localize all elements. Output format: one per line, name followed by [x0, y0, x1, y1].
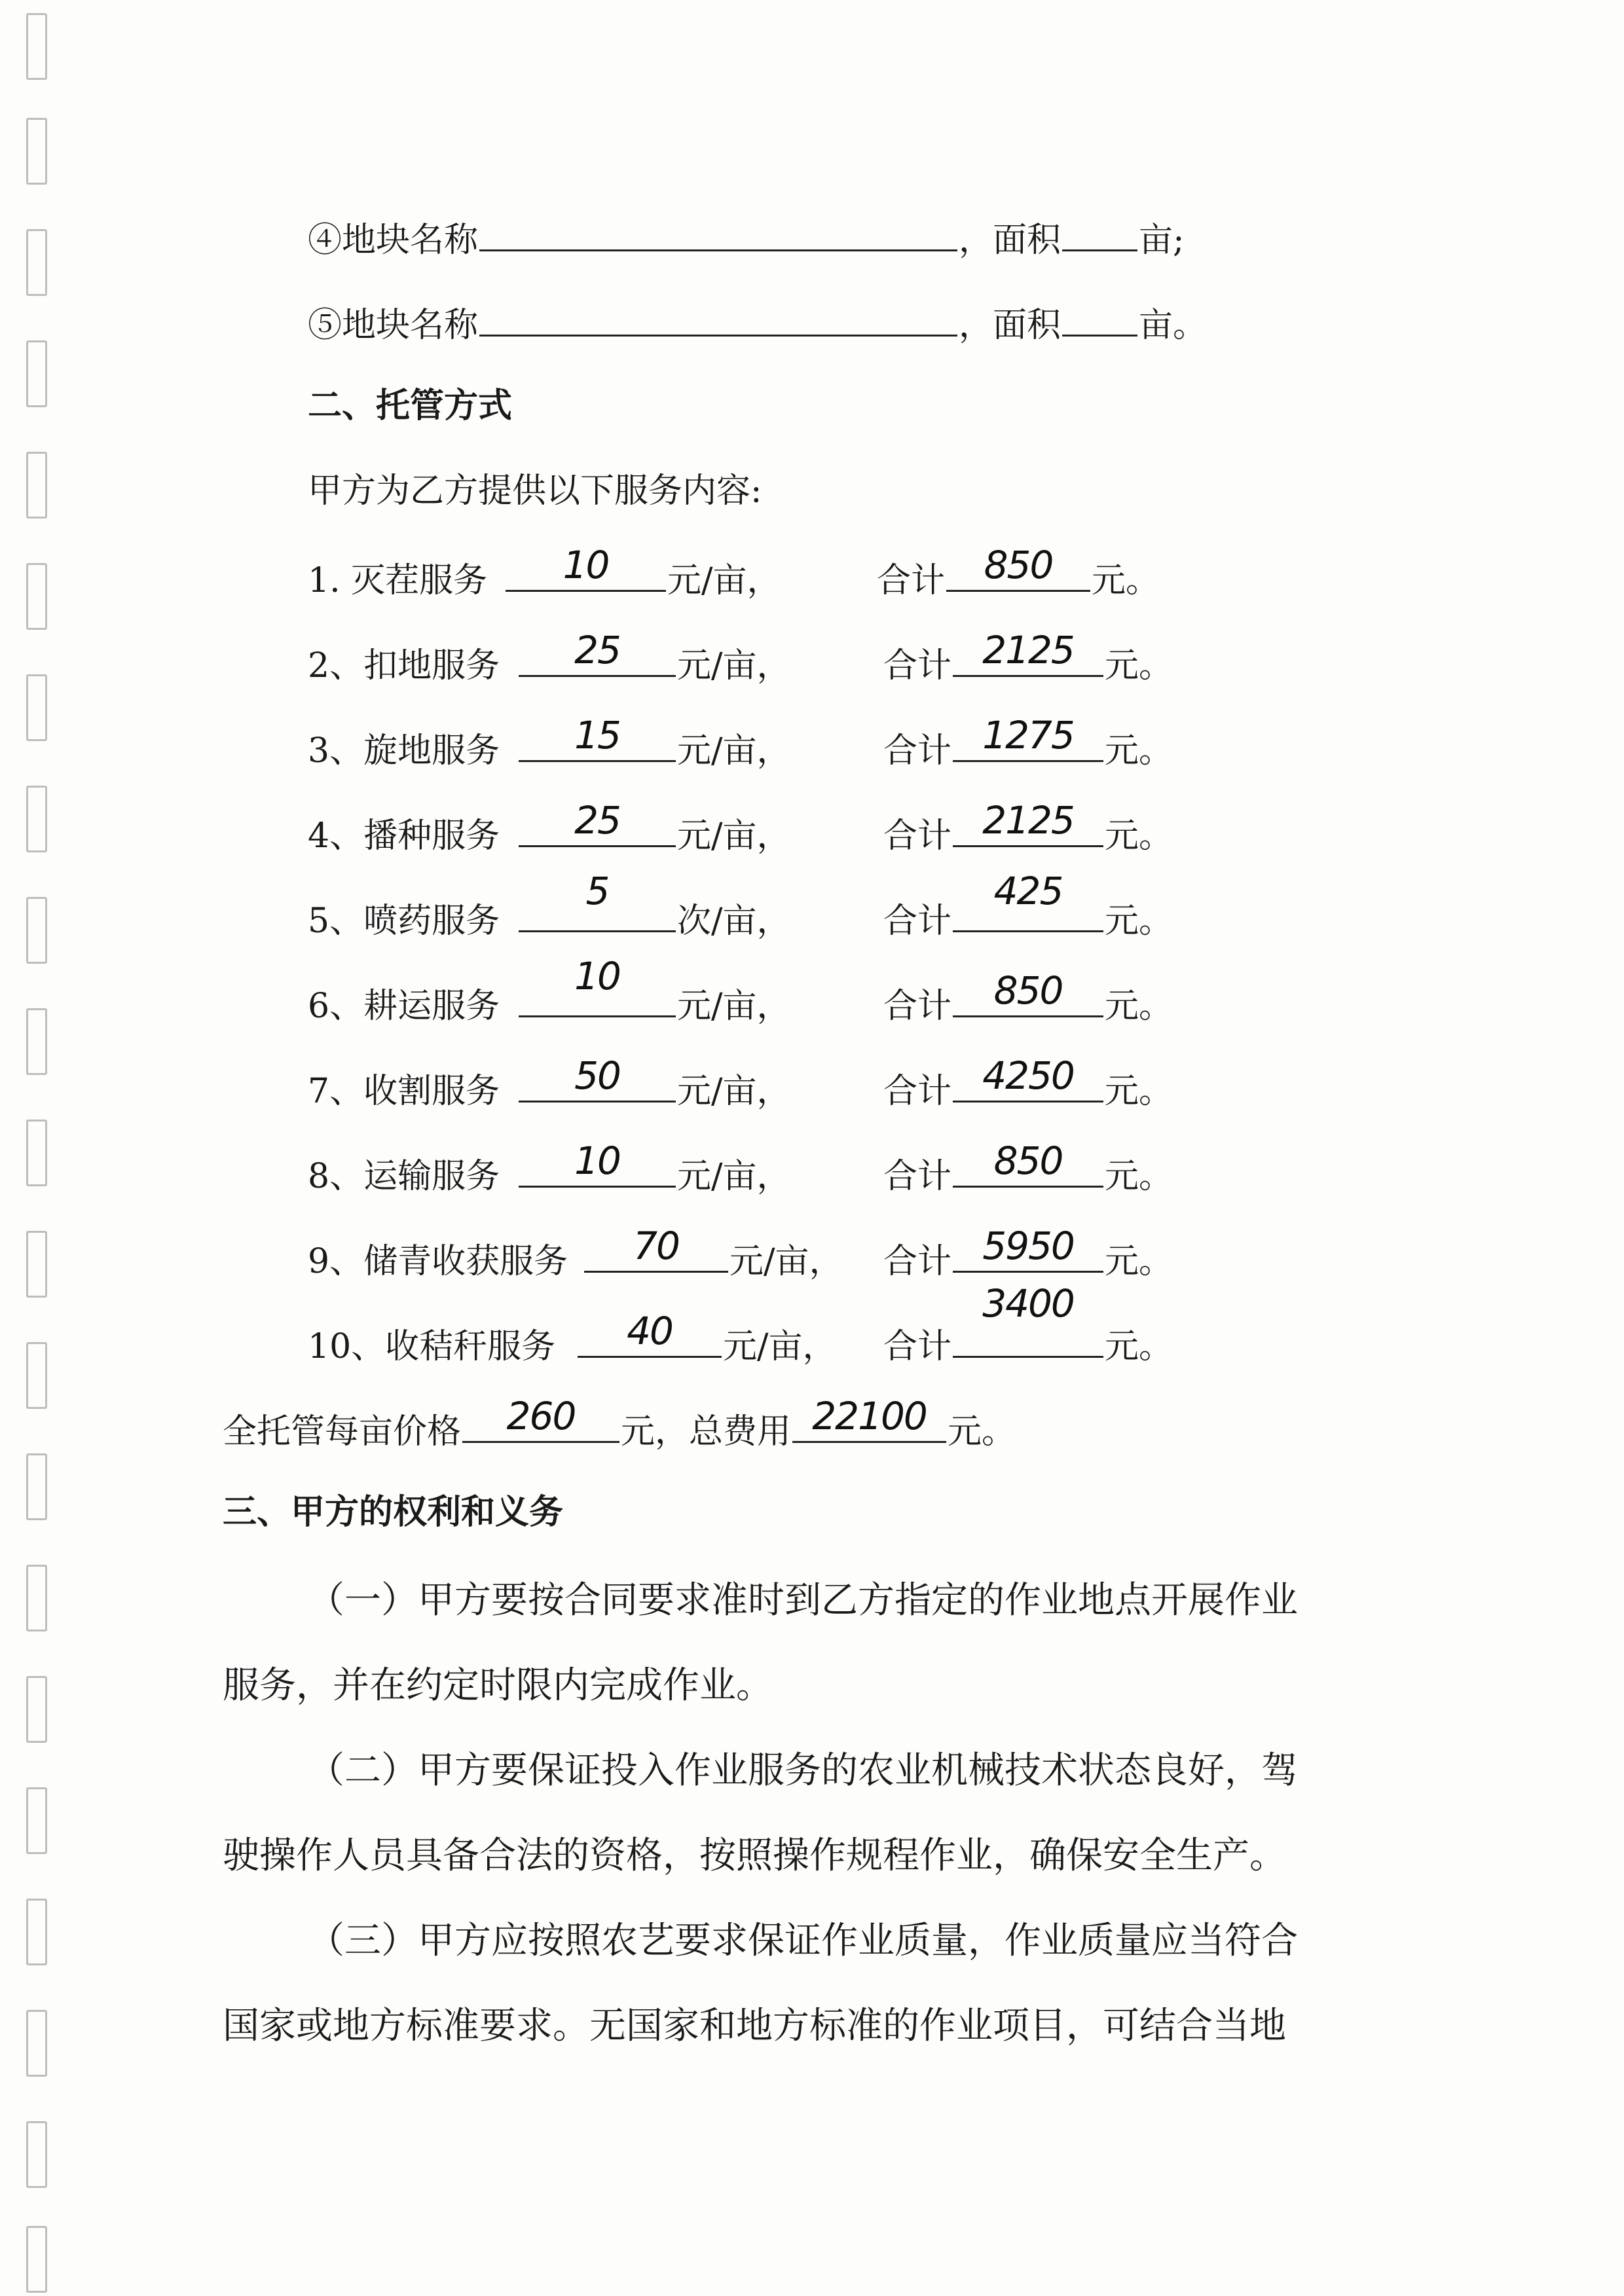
- yuan-label: 元。: [1105, 987, 1173, 1026]
- price-value: 25: [574, 628, 620, 672]
- area-unit: 亩;: [1139, 221, 1185, 260]
- yuan-label: 元。: [1105, 646, 1173, 685]
- price-unit: 元/亩，: [677, 1157, 791, 1196]
- yuan-label: 元。: [1105, 1327, 1173, 1366]
- price-blank[interactable]: [519, 1139, 676, 1188]
- yuan-label: 元。: [1092, 561, 1160, 600]
- service-row: [308, 1281, 1173, 1370]
- service-name: 3、旋地服务: [308, 731, 500, 771]
- yuan-label: 元。: [1105, 1072, 1173, 1111]
- binding-hole: [26, 674, 47, 741]
- total-value: 2125: [982, 798, 1074, 843]
- price-blank[interactable]: [519, 798, 676, 847]
- total-value: 425: [993, 869, 1063, 913]
- price-blank[interactable]: [584, 1224, 728, 1273]
- total-label: 合计: [883, 1157, 952, 1196]
- binding-hole: [26, 2010, 47, 2077]
- total-label: 合计: [883, 1242, 952, 1281]
- plot-name-blank[interactable]: [479, 213, 957, 251]
- plot-name-label: ⑤地块名称: [308, 306, 479, 345]
- price-blank[interactable]: [519, 628, 676, 677]
- total-value: 850: [984, 543, 1053, 587]
- total-value: 5950: [982, 1224, 1074, 1268]
- price-unit: 元/亩，: [723, 1327, 837, 1366]
- binding-hole: [26, 1676, 47, 1743]
- binding-hole: [26, 452, 47, 519]
- total-label: 合计: [883, 816, 952, 856]
- total-label: 合计: [883, 731, 952, 771]
- price-unit: 元/亩，: [667, 561, 781, 600]
- section-2-intro: 甲方为乙方提供以下服务内容:: [308, 471, 762, 511]
- yuan-label: 元。: [1105, 1157, 1173, 1196]
- service-name: 10、收秸秆服务: [308, 1327, 556, 1366]
- price-blank[interactable]: [519, 713, 676, 762]
- binding-hole: [26, 118, 47, 185]
- total-value: 850: [993, 1139, 1063, 1183]
- service-row: [308, 1053, 1173, 1114]
- price-value: 70: [633, 1224, 679, 1268]
- price-value: 5: [585, 869, 609, 913]
- binding-hole: [26, 1565, 47, 1631]
- area-label: ，面积: [959, 306, 1061, 345]
- binding-hole: [26, 2121, 47, 2188]
- summary-mid: 元，总费用: [621, 1412, 792, 1451]
- binding-hole: [26, 1899, 47, 1965]
- para-2-line-2: 驶操作人员具备合法的资格，按照操作规程作业，确保安全生产。: [223, 1834, 1286, 1877]
- total-blank[interactable]: [953, 1139, 1103, 1188]
- price-unit: 元/亩，: [677, 646, 791, 685]
- section-3-title: 三、甲方的权利和义务: [223, 1492, 564, 1532]
- area-blank[interactable]: [1062, 298, 1137, 337]
- service-row: [308, 1139, 1173, 1199]
- total-blank[interactable]: [953, 1281, 1103, 1358]
- binding-holes: [26, 0, 52, 2296]
- price-value: 50: [574, 1053, 620, 1098]
- total-blank[interactable]: [953, 628, 1103, 677]
- section-2-title: 二、托管方式: [308, 386, 513, 426]
- service-name: 8、运输服务: [308, 1157, 500, 1196]
- binding-hole: [26, 1342, 47, 1409]
- total-blank[interactable]: [953, 1053, 1103, 1102]
- total-blank[interactable]: [946, 543, 1090, 592]
- service-name: 5、喷药服务: [308, 902, 500, 941]
- service-name: 2、扣地服务: [308, 646, 500, 685]
- service-row: [308, 798, 1173, 859]
- price-value: 25: [574, 798, 620, 843]
- yuan-label: 元。: [1105, 731, 1173, 771]
- total-value: 1275: [982, 713, 1074, 757]
- plot-line-5: [308, 298, 1207, 348]
- yuan-label: 元。: [1105, 1242, 1173, 1281]
- service-row: [308, 869, 1173, 944]
- per-mu-price-value: 260: [506, 1394, 576, 1438]
- plot-line-4: [308, 213, 1185, 263]
- total-blank[interactable]: [953, 869, 1103, 932]
- service-name: 7、收割服务: [308, 1072, 500, 1111]
- price-unit: 元/亩，: [677, 987, 791, 1026]
- service-row: [308, 543, 1160, 604]
- total-label: 合计: [877, 561, 946, 600]
- price-unit: 元/亩，: [729, 1242, 843, 1281]
- para-2-line-1: （二）甲方要保证投入作业服务的农业机械技术状态良好，驾: [308, 1749, 1298, 1792]
- service-name: 4、播种服务: [308, 816, 500, 856]
- total-value: 4250: [982, 1053, 1074, 1098]
- price-value: 10: [574, 954, 620, 998]
- yuan-label: 元。: [1105, 816, 1173, 856]
- binding-hole: [26, 340, 47, 407]
- para-1-line-2: 服务，并在约定时限内完成作业。: [223, 1664, 773, 1707]
- price-value: 10: [563, 543, 609, 587]
- binding-hole: [26, 1120, 47, 1186]
- price-blank[interactable]: [519, 954, 676, 1017]
- service-row: [308, 628, 1173, 689]
- price-blank[interactable]: [506, 543, 666, 592]
- binding-hole: [26, 13, 47, 80]
- binding-hole: [26, 1453, 47, 1520]
- binding-hole: [26, 1008, 47, 1075]
- summary-end: 元。: [948, 1412, 1016, 1451]
- para-3-line-1: （三）甲方应按照农艺要求保证作业质量，作业质量应当符合: [308, 1920, 1298, 1962]
- total-label: 合计: [883, 646, 952, 685]
- binding-hole: [26, 229, 47, 296]
- binding-hole: [26, 1231, 47, 1298]
- price-value: 15: [574, 713, 620, 757]
- total-label: 合计: [883, 1327, 952, 1366]
- total-label: 合计: [883, 1072, 952, 1111]
- yuan-label: 元。: [1105, 902, 1173, 941]
- price-blank[interactable]: [519, 1053, 676, 1102]
- total-value: 850: [993, 968, 1063, 1013]
- total-blank[interactable]: [953, 798, 1103, 847]
- price-unit: 元/亩，: [677, 816, 791, 856]
- area-unit: 亩。: [1139, 306, 1208, 345]
- total-fee-value: 22100: [812, 1394, 927, 1438]
- binding-hole: [26, 1787, 47, 1854]
- price-unit: 元/亩，: [677, 731, 791, 771]
- total-label: 合计: [883, 902, 952, 941]
- price-unit: 元/亩，: [677, 1072, 791, 1111]
- binding-hole: [26, 563, 47, 630]
- total-value: 2125: [982, 628, 1074, 672]
- service-name: 6、耕运服务: [308, 987, 500, 1026]
- summary-label: 全托管每亩价格: [223, 1412, 462, 1451]
- para-3-line-2: 国家或地方标准要求。无国家和地方标准的作业项目，可结合当地: [223, 2005, 1286, 2047]
- binding-hole: [26, 786, 47, 852]
- service-name: 1. 灭茬服务: [308, 561, 488, 600]
- total-label: 合计: [883, 987, 952, 1026]
- price-value: 10: [574, 1139, 620, 1183]
- per-mu-price-blank[interactable]: [462, 1394, 619, 1443]
- service-row: [308, 713, 1173, 774]
- service-name: 9、储青收获服务: [308, 1242, 568, 1281]
- total-fee-blank[interactable]: [792, 1394, 946, 1443]
- service-row: [308, 954, 1173, 1029]
- area-blank[interactable]: [1062, 213, 1137, 251]
- price-blank[interactable]: [519, 869, 676, 932]
- para-1-line-1: （一）甲方要按合同要求准时到乙方指定的作业地点开展作业: [308, 1579, 1298, 1622]
- summary-line: [223, 1394, 1016, 1455]
- service-row: [308, 1224, 1173, 1285]
- area-label: ，面积: [959, 221, 1061, 260]
- price-blank[interactable]: [578, 1309, 722, 1358]
- price-value: 40: [627, 1309, 673, 1353]
- total-blank[interactable]: [953, 968, 1103, 1017]
- total-blank[interactable]: [953, 1224, 1103, 1273]
- price-unit: 次/亩，: [677, 902, 791, 941]
- plot-name-label: ④地块名称: [308, 221, 479, 260]
- total-value: 3400: [982, 1281, 1074, 1326]
- plot-name-blank[interactable]: [479, 298, 957, 337]
- total-blank[interactable]: [953, 713, 1103, 762]
- binding-hole: [26, 897, 47, 964]
- binding-hole: [26, 2226, 47, 2293]
